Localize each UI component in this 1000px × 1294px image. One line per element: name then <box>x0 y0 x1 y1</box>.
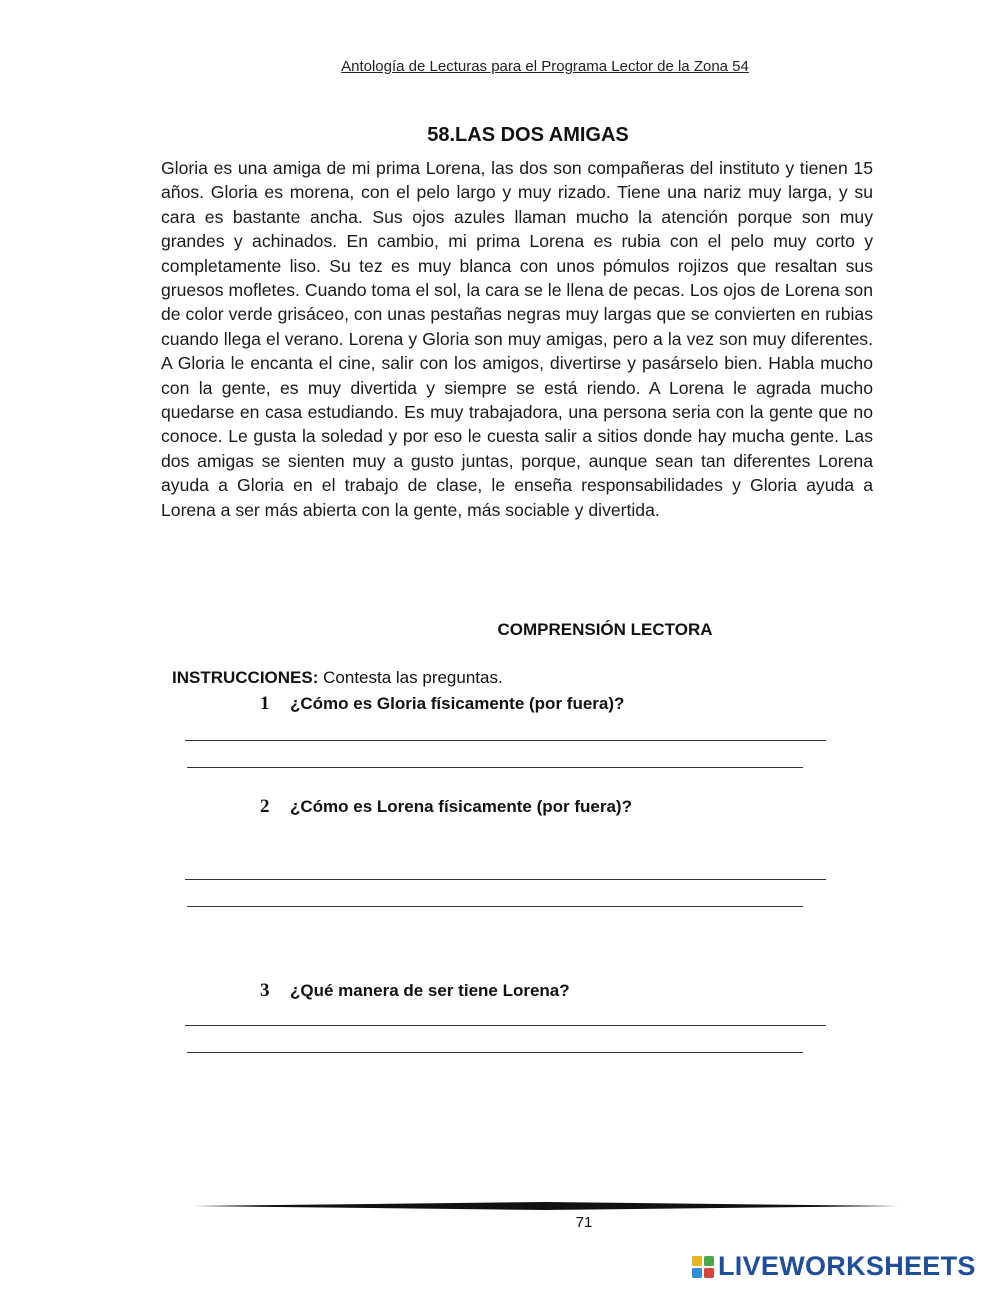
page-header <box>0 58 1000 75</box>
answer-line[interactable] <box>187 1052 803 1053</box>
question-3 <box>260 980 570 1002</box>
answer-line[interactable] <box>185 1025 826 1026</box>
question-number: 3 <box>260 980 270 1001</box>
question-text: ¿Qué manera de ser tiene Lorena? <box>290 981 570 1000</box>
instructions <box>172 668 503 688</box>
instructions-label: INSTRUCCIONES: <box>172 668 319 687</box>
header-text: Antología de Lecturas para el Programa Lector de la Zona 54 <box>341 58 749 75</box>
answer-line[interactable] <box>187 906 803 907</box>
answer-line[interactable] <box>185 879 826 880</box>
section-title: COMPRENSIÓN LECTORA <box>497 620 713 639</box>
footer-rule <box>193 1201 898 1211</box>
question-1 <box>260 693 624 715</box>
story-text: Gloria es una amiga de mi prima Lorena, las dos son compañeras del instituto y tienen 15 años. Gloria es morena, con el pelo largo y muy rizado. Tiene una nariz muy larga, y su cara es bastante ancha. Sus ojos azules llaman mucho la atención porque son muy grandes y achinados. En cambio, mi prima Lorena es rubia con el pelo muy corto y completamente liso. Su tez es muy blanca con unos pómulos rojizos que resaltan sus gruesos mofletes. Cuando toma el sol, la cara se le llena de pecas. Los ojos de Lorena son de color verde grisáceo, con unas pestañas negras muy largas que se convierten en rubias cuando llega el verano. Lorena y Gloria son muy amigas, pero a la vez son muy diferentes. A Gloria le encanta el cine, salir con los amigos, divertirse y pasárselo bien. Habla mucho con la gente, es muy divertida y siempre se está riendo. A Lorena le agrada mucho quedarse en casa estudiando. Es muy trabajadora, una persona seria con la gente que no conoce. Le gusta la soledad y por eso le cuesta salir a sitios donde hay mucha gente. Las dos amigas se sienten muy a gusto juntas, porque, aunque sean tan diferentes Lorena ayuda a Gloria en el trabajo de clase, le enseña responsabilidades y Gloria ayuda a Lorena a ser más abierta con la gente, más sociable y divertida. <box>161 158 873 520</box>
brand-text: LIVEWORKSHEETS <box>718 1251 976 1281</box>
question-text: ¿Cómo es Lorena físicamente (por fuera)? <box>290 797 632 816</box>
question-number: 1 <box>260 693 270 714</box>
instructions-text: Contesta las preguntas. <box>323 668 503 687</box>
brand-logo <box>692 1251 976 1282</box>
question-number: 2 <box>260 796 270 817</box>
question-2 <box>260 796 632 818</box>
page-number: 71 <box>575 1214 593 1231</box>
answer-line[interactable] <box>185 740 826 741</box>
answer-line[interactable] <box>187 767 803 768</box>
question-text: ¿Cómo es Gloria físicamente (por fuera)? <box>290 694 625 713</box>
story-title: 58.LAS DOS AMIGAS <box>427 124 629 146</box>
liveworksheets-icon <box>692 1256 714 1278</box>
